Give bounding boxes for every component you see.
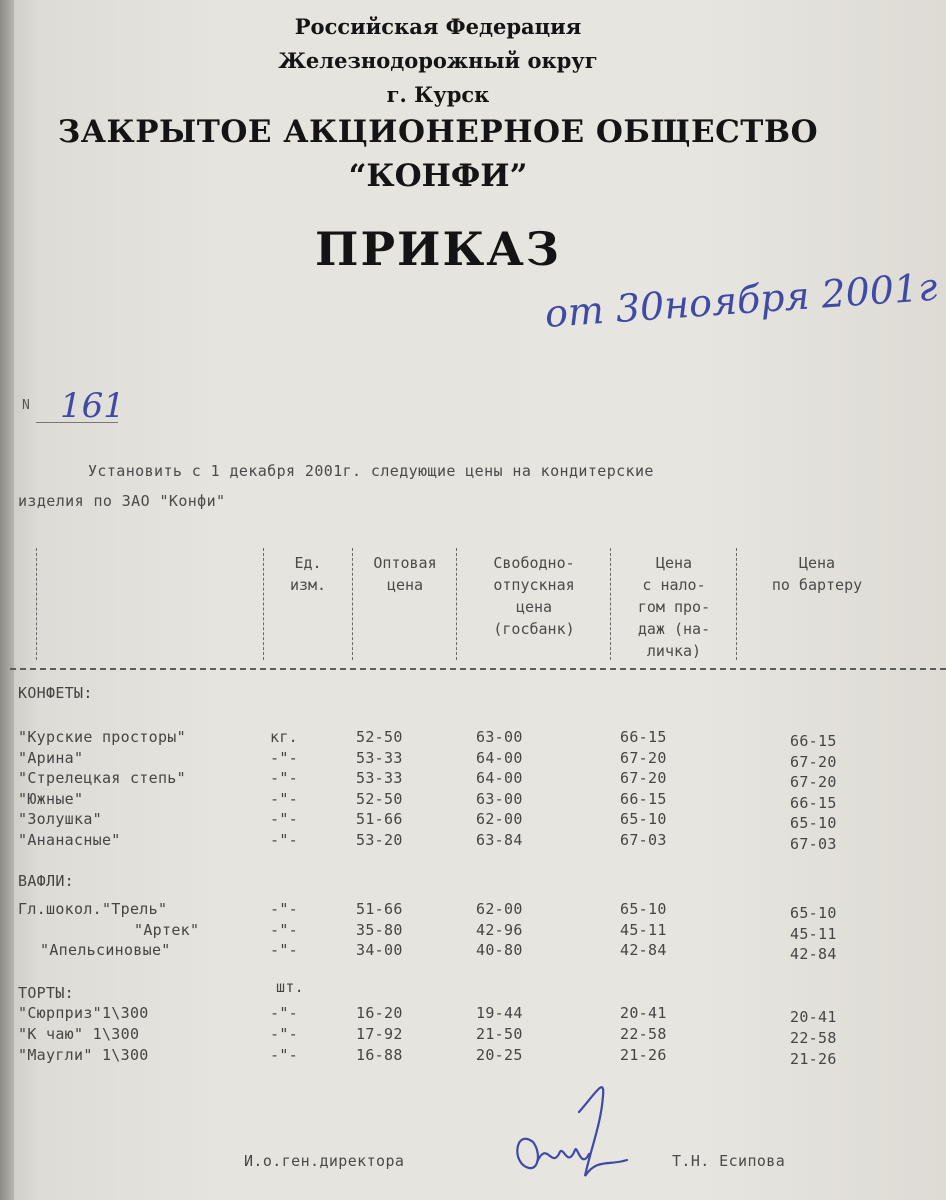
page-title: ПРИКАЗ xyxy=(315,222,561,276)
product-name-cell: "Сюрприз"1\300 xyxy=(18,1004,149,1022)
column-divider xyxy=(610,548,611,660)
unit-cell: -"- xyxy=(270,1025,298,1043)
column-divider xyxy=(263,548,264,660)
wholesale-price-cell: 52-50 xyxy=(356,789,403,808)
wholesale-price-cell: 51-66 xyxy=(356,900,403,918)
tax-price-cell: 67-03 xyxy=(620,831,667,849)
unit-cell: -"- xyxy=(270,748,298,767)
header-company-name: “КОНФИ” xyxy=(348,158,528,194)
product-name-cell: "Арина" xyxy=(18,748,84,767)
column-divider xyxy=(36,548,37,660)
wholesale-price-cell: 53-33 xyxy=(356,748,403,767)
wholesale-price-cell: 52-50 xyxy=(356,728,403,746)
tax-price-cell: 20-41 xyxy=(620,1004,667,1022)
free-price-cell: 62-00 xyxy=(476,810,523,829)
unit-cell: -"- xyxy=(270,941,298,959)
tax-price-cell: 66-15 xyxy=(620,789,667,808)
free-price-cell: 64-00 xyxy=(476,769,523,788)
wholesale-price-cell: 34-00 xyxy=(356,941,403,959)
free-price-cell: 64-00 xyxy=(476,748,523,767)
tax-price-cell: 22-58 xyxy=(620,1025,667,1043)
wholesale-price-cell: 53-33 xyxy=(356,769,403,788)
wholesale-price-cell: 16-88 xyxy=(356,1046,403,1064)
barter-price-cell: 67-03 xyxy=(790,835,837,853)
barter-price-cell: 20-41 xyxy=(790,1008,837,1026)
free-price-cell: 21-50 xyxy=(476,1025,523,1043)
product-name-cell: "Золушка" xyxy=(18,810,102,829)
section-unit-note: шт. xyxy=(276,978,304,996)
free-price-cell: 42-96 xyxy=(476,920,523,939)
signature-handwritten xyxy=(505,1076,635,1186)
tax-price-cell: 65-10 xyxy=(620,810,667,829)
barter-price-cell: 22-58 xyxy=(790,1029,837,1047)
section-title: ВАФЛИ: xyxy=(18,872,74,890)
product-name-cell: "Апельсиновые" xyxy=(40,941,171,959)
barter-price-cell: 65-10 xyxy=(790,904,837,922)
unit-cell: кг. xyxy=(270,728,298,746)
tax-price-cell: 21-26 xyxy=(620,1046,667,1064)
unit-cell: -"- xyxy=(270,1046,298,1064)
tax-price-cell: 67-20 xyxy=(620,748,667,767)
barter-price-cell: 42-84 xyxy=(790,945,837,963)
free-price-cell: 19-44 xyxy=(476,1004,523,1022)
column-divider xyxy=(352,548,353,660)
unit-cell: -"- xyxy=(270,789,298,808)
barter-price-cell: 67-20 xyxy=(790,773,837,792)
free-price-cell: 20-25 xyxy=(476,1046,523,1064)
header-barter-price: Цена по бартеру xyxy=(771,554,863,594)
signer-name: Т.Н. Есипова xyxy=(672,1152,786,1170)
unit-cell: -"- xyxy=(270,831,298,849)
order-number-prefix: N xyxy=(22,398,30,413)
header-tax-price: Цена с нало- гом про- даж (на- личка) xyxy=(637,554,711,660)
wholesale-price-cell: 51-66 xyxy=(356,810,403,829)
header-country: Российская Федерация xyxy=(294,14,582,39)
tax-price-cell: 42-84 xyxy=(620,941,667,959)
header-district: Железнодорожный округ xyxy=(278,48,598,73)
free-price-cell: 62-00 xyxy=(476,900,523,918)
column-divider xyxy=(736,548,737,660)
barter-price-cell: 21-26 xyxy=(790,1050,837,1068)
signer-title: И.о.ген.директора xyxy=(244,1152,405,1170)
tax-price-cell: 45-11 xyxy=(620,920,667,939)
order-date-handwritten: от 30ноября 2001г xyxy=(543,264,939,336)
header-company-type: ЗАКРЫТОЕ АКЦИОНЕРНОЕ ОБЩЕСТВО xyxy=(57,114,819,150)
free-price-cell: 63-00 xyxy=(476,789,523,808)
product-name-cell: "Стрелецкая степь" xyxy=(18,769,186,788)
unit-cell: -"- xyxy=(270,810,298,829)
product-name-cell: "Ананасные" xyxy=(18,831,121,849)
header-city: г. Курск xyxy=(386,82,490,107)
product-name-cell: Гл.шокол."Трель" xyxy=(18,900,168,918)
unit-cell: -"- xyxy=(270,900,298,918)
intro-line-2: изделия по ЗАО "Конфи" xyxy=(18,492,226,510)
column-divider xyxy=(456,548,457,660)
product-name-cell: "Курские просторы" xyxy=(18,728,186,746)
barter-price-cell: 65-10 xyxy=(790,814,837,833)
header-divider xyxy=(10,668,946,670)
barter-price-cell: 45-11 xyxy=(790,924,837,943)
product-name-cell: "К чаю" 1\300 xyxy=(18,1025,140,1043)
tax-price-cell: 66-15 xyxy=(620,728,667,746)
header-wholesale: Оптовая цена xyxy=(373,554,437,594)
tax-price-cell: 65-10 xyxy=(620,900,667,918)
free-price-cell: 63-00 xyxy=(476,728,523,746)
tax-price-cell: 67-20 xyxy=(620,769,667,788)
intro-line-1: Установить с 1 декабря 2001г. следующие цены на кондитерские xyxy=(88,462,654,480)
product-name-cell: "Маугли" 1\300 xyxy=(18,1046,149,1064)
free-price-cell: 40-80 xyxy=(476,941,523,959)
wholesale-price-cell: 53-20 xyxy=(356,831,403,849)
unit-cell: -"- xyxy=(270,769,298,788)
wholesale-price-cell: 16-20 xyxy=(356,1004,403,1022)
product-name-cell: "Артек" xyxy=(134,920,200,939)
section-title: ТОРТЫ: xyxy=(18,984,74,1002)
order-number-handwritten: 161 xyxy=(60,386,125,426)
section-title: КОНФЕТЫ: xyxy=(18,684,93,702)
free-price-cell: 63-84 xyxy=(476,831,523,849)
unit-cell: -"- xyxy=(270,1004,298,1022)
header-unit: Ед. изм. xyxy=(289,554,327,594)
barter-price-cell: 66-15 xyxy=(790,732,837,750)
product-name-cell: "Южные" xyxy=(18,789,84,808)
wholesale-price-cell: 17-92 xyxy=(356,1025,403,1043)
barter-price-cell: 66-15 xyxy=(790,793,837,812)
table-header xyxy=(18,548,918,660)
binding-edge xyxy=(0,0,14,1200)
barter-price-cell: 67-20 xyxy=(790,752,837,771)
wholesale-price-cell: 35-80 xyxy=(356,920,403,939)
unit-cell: -"- xyxy=(270,920,298,939)
header-free-price: Свободно- отпускная цена (госбанк) xyxy=(493,554,575,638)
